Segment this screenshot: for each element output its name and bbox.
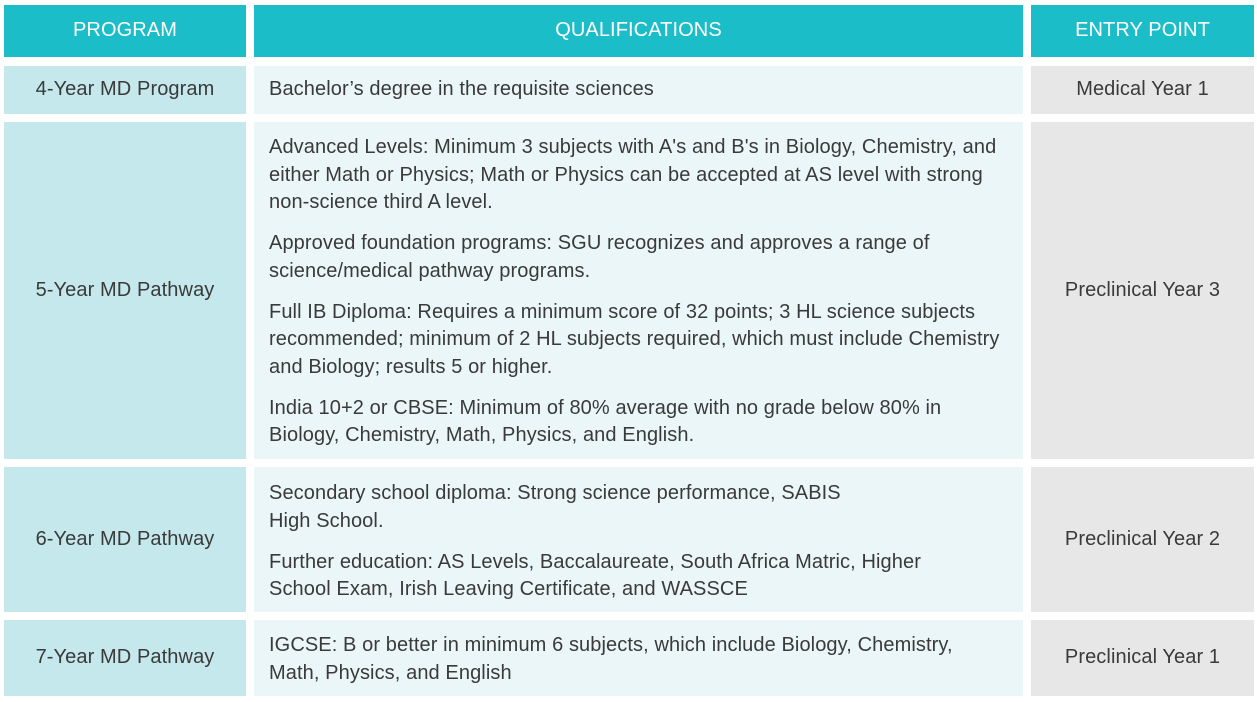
program-cell: 6-Year MD Pathway (4, 467, 246, 612)
program-cell: 7-Year MD Pathway (4, 620, 246, 696)
qualification-item: Approved foundation programs: SGU recognizes and approves a range of science/medical pathway programs. (269, 232, 930, 282)
header-qualifications: QUALIFICATIONS (254, 5, 1023, 57)
entry-point-cell: Preclinical Year 3 (1031, 122, 1254, 459)
qualification-item: Further education: AS Levels, Baccalaureate, South Africa Matric, Higher School Exam, Irish Leaving Certificate, and WASSCE (269, 550, 921, 600)
qualifications-cell (254, 122, 1023, 459)
entry-point-cell: Medical Year 1 (1031, 66, 1254, 114)
qualification-item: Bachelor’s degree in the requisite sciences (269, 78, 654, 101)
header-program: PROGRAM (4, 5, 246, 57)
header-entry-point: ENTRY POINT (1031, 5, 1254, 57)
qualifications-cell (254, 620, 1023, 696)
qualification-item: IGCSE: B or better in minimum 6 subjects, which include Biology, Chemistry, Math, Physics, and English (269, 634, 953, 684)
program-cell: 4-Year MD Program (4, 66, 246, 114)
qualification-item: India 10+2 or CBSE: Minimum of 80% average with no grade below 80% in Biology, Chemistry, Math, Physics, and English. (269, 396, 942, 446)
qualifications-cell (254, 467, 1023, 612)
entry-point-cell: Preclinical Year 2 (1031, 467, 1254, 612)
qualification-item: Secondary school diploma: Strong science performance, SABIS High School. (269, 482, 841, 532)
entry-point-cell: Preclinical Year 1 (1031, 620, 1254, 696)
qualification-item: Advanced Levels: Minimum 3 subjects with A's and B's in Biology, Chemistry, and either Math or Physics; Math or Physics can be accepted at AS level with strong non-science third A level. (269, 136, 997, 213)
qualification-item: Full IB Diploma: Requires a minimum score of 32 points; 3 HL science subjects recommended; minimum of 2 HL subjects required, which must include Chemistry and Biology; results 5 or higher. (269, 300, 1000, 378)
program-cell: 5-Year MD Pathway (4, 122, 246, 459)
qualifications-cell (254, 66, 1023, 114)
